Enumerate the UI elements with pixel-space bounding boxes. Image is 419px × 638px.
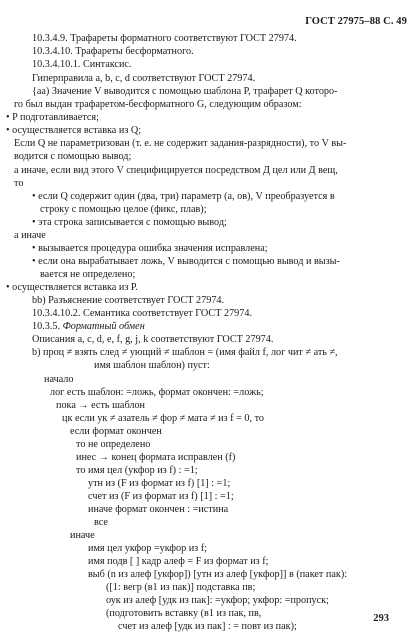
- text-line: водится с помощью вывод;: [14, 151, 132, 162]
- text-line: • если Q содержит один (два, три) параметр (а, ов), V преобразуется в: [32, 191, 335, 202]
- text-line: оук из алеф [удк из пак]: =укфор; укфор: =пропуск;: [106, 595, 329, 606]
- text-line: 10.3.4.10.2. Семантика соответствует ГОСТ 27974.: [32, 308, 252, 319]
- text-line: лог есть шаблон: =ложь, формат окончен: =ложь;: [50, 387, 264, 398]
- text-line: утн из (F из формат из f) [1] : =1;: [88, 478, 231, 489]
- text-line: ([1: вегр (в1 из пак)] подставка пв;: [106, 582, 256, 593]
- text-line: имя подв [ ] кадр алеф = F из формат из f;: [88, 556, 269, 567]
- text-line: Описания a, c, d, e, f, g, j, k соответствуют ГОСТ 27974.: [32, 334, 274, 345]
- text-line: (подготовить вставку (в1 из пак, пв,: [106, 608, 262, 619]
- text-line: • осуществляется вставка из P.: [6, 282, 138, 293]
- text-line: Гиперправила a, b, c, d соответствуют ГОСТ 27974.: [32, 73, 256, 84]
- text-line: • вызывается процедура ошибка значения исправлена;: [32, 243, 268, 254]
- text-line: • осуществляется вставка из Q;: [6, 125, 142, 136]
- text-line: 10.3.4.10. Трафареты бесформатного.: [32, 46, 194, 57]
- text-line: инес → конец формата исправлен (f): [76, 452, 236, 463]
- text-line: имя цел укфор =укфор из f;: [88, 543, 207, 554]
- text-line: 10.3.4.10.1. Синтаксис.: [32, 59, 132, 70]
- text-line: иначе: [70, 530, 95, 541]
- text-line: иначе формат окончен : =истина: [88, 504, 229, 515]
- text-line: вается не определено;: [40, 269, 136, 280]
- text-line: а иначе, если вид этого V специфицируется посредством Д цел или Д вещ,: [14, 165, 338, 176]
- text-line: bb) Разъяснение соответствует ГОСТ 27974.: [32, 295, 225, 306]
- text-line: • P подготавливается;: [6, 112, 99, 123]
- text-line: цк если ук ≠ азатель ≠ фор ≠ мата ≠ из f = 0, то: [62, 413, 264, 424]
- text-line: • если она вырабатывает ложь, V выводится с помощью вывод и вызы-: [32, 256, 340, 267]
- text-line: если формат окончен: [70, 426, 162, 437]
- page-number: 293: [373, 613, 389, 624]
- text-line: • эта строка записывается с помощью вывод;: [32, 217, 227, 228]
- text-line: пока → есть шаблон: [56, 400, 146, 411]
- text-line: счет из (F из формат из f) [1] : =1;: [88, 491, 234, 502]
- text-line: 10.3.4.9. Трафареты форматного соответствуют ГОСТ 27974.: [32, 33, 297, 44]
- text-line: 10.3.5. Форматный обмен: [32, 321, 145, 332]
- text-line: а иначе: [14, 230, 46, 241]
- text-line: все: [94, 517, 108, 528]
- text-line: строку с помощью целое (фикс, плав);: [40, 204, 207, 215]
- page-header: ГОСТ 27975–88 С. 49: [305, 16, 407, 27]
- text-line: b) проц ≠ взять след ≠ ующий ≠ шаблон = (имя файл f, лог чит ≠ ать ≠,: [32, 347, 338, 358]
- text-line: го был выдан трафаретом-бесформатного G, следующим образом:: [14, 99, 302, 110]
- text-line: то: [14, 178, 24, 189]
- text-line: начало: [44, 374, 74, 385]
- text-line: счет из алеф [удк из пак] : = повт из пак);: [118, 621, 297, 632]
- text-line: то имя цел (укфор из f) : =1;: [76, 465, 198, 476]
- text-line: то не определено: [76, 439, 151, 450]
- text-line: выб (n из алеф [укфор]) [утн из алеф [укфор]] в (пакет пак):: [88, 569, 348, 580]
- text-line: Если Q не параметризован (т. е. не содержит задания-разрядности), то V вы-: [14, 138, 347, 149]
- text-line: {аа) Значение V выводится с помощью шаблона P, трафарет Q которо-: [32, 86, 338, 97]
- text-line: имя шаблон шаблон) пуст:: [94, 360, 210, 371]
